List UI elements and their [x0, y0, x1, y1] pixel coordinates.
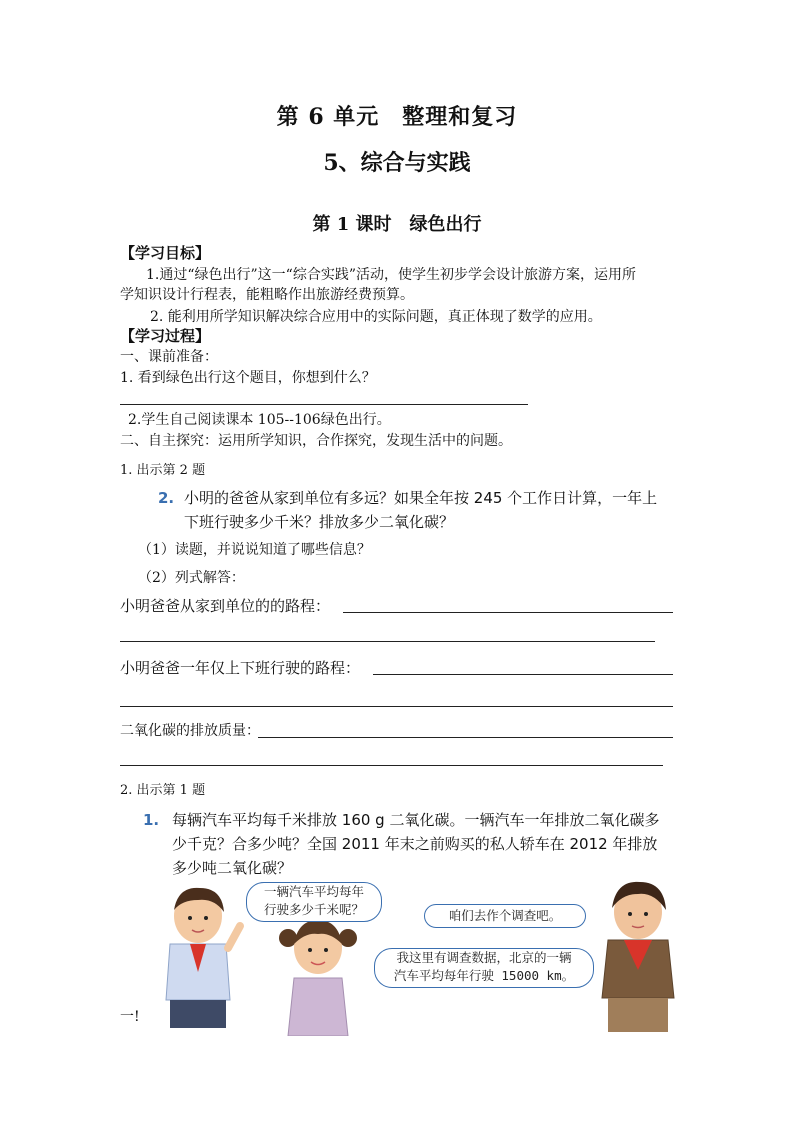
task-2-line-1: 小明的爸爸从家到单位有多远？如果全年按 245 个工作日计算，一年上 — [184, 489, 658, 507]
prep-question-1: 1. 看到绿色出行这个题目，你想到什么？ — [120, 370, 376, 386]
sub-title: 5、综合与实践 — [323, 150, 471, 176]
answer-line[interactable] — [120, 641, 655, 642]
lesson-title: 第 1 课时 绿色出行 — [312, 214, 482, 235]
girl-figure — [268, 912, 368, 1036]
prep-question-2: 2.学生自己阅读课本 105--106绿色出行。 — [128, 412, 391, 428]
goals-heading: 【学习目标】 — [120, 244, 211, 262]
boy-left-figure — [148, 882, 248, 1032]
goal-1-line-2: 学知识设计行程表，能粗略作出旅游经费预算。 — [120, 287, 414, 303]
goal-1-line-1: 1.通过“绿色出行”这一“综合实践”活动，使学生初步学会设计旅游方案，运用所 — [146, 267, 636, 283]
answer-2-label: 小明爸爸一年仅上下班行驶的路程： — [120, 659, 361, 677]
speech-bubble-boy-right — [424, 904, 586, 928]
speech-bubble-boy-left — [246, 882, 382, 922]
goal-2: 2. 能利用所学知识解决综合应用中的实际问题，真正体现了数学的应用。 — [150, 309, 602, 325]
answer-line[interactable] — [373, 674, 673, 675]
answer-line[interactable] — [120, 765, 663, 766]
process-heading: 【学习过程】 — [120, 327, 211, 345]
illustration — [140, 876, 700, 1036]
answer-1-label: 小明爸爸从家到单位的的路程： — [120, 597, 331, 615]
explore-heading: 二、自主探究：运用所学知识，合作探究，发现生活中的问题。 — [120, 433, 512, 449]
task-2-number: 2. — [158, 489, 175, 507]
task-1-number: 1. — [143, 811, 160, 829]
answer-line[interactable] — [343, 612, 673, 613]
answer-3-label: 二氧化碳的排放质量： — [120, 723, 260, 739]
bubble-text: 咱们去作个调查吧。 — [448, 908, 562, 923]
answer-line — [120, 404, 528, 405]
task-1-line-3: 多少吨二氧化碳？ — [172, 859, 293, 877]
bubble-text: 行驶多少千米呢？ — [263, 902, 364, 917]
task-1-label: 2. 出示第 1 题 — [120, 783, 206, 798]
bubble-text: 我这里有调查数据，北京的一辆 — [396, 950, 572, 965]
unit-title: 第 6 单元 整理和复习 — [276, 104, 518, 130]
step-1: （1）读题，并说说知道了哪些信息？ — [138, 542, 371, 558]
answer-line[interactable] — [258, 737, 673, 738]
boy-right-figure — [588, 878, 698, 1034]
answer-line[interactable] — [120, 706, 673, 707]
task-1-line-2: 少千克？合多少吨？全国 2011 年末之前购买的私人轿车在 2012 年排放 — [172, 835, 658, 853]
speech-bubble-girl — [374, 948, 594, 988]
prep-heading: 一、课前准备： — [120, 349, 218, 365]
task-1-line-1: 每辆汽车平均每千米排放 160 g 二氧化碳。一辆汽车一年排放二氧化碳多 — [172, 811, 660, 829]
task-2-label: 1. 出示第 2 题 — [120, 463, 206, 478]
bubble-text: 一辆汽车平均每年 — [263, 884, 364, 899]
step-2: （2）列式解答： — [138, 570, 245, 586]
bubble-text: 汽车平均每年行驶 15000 km。 — [393, 968, 575, 983]
task-2-line-2: 下班行驶多少千米？排放多少二氧化碳？ — [184, 513, 455, 531]
footer-mark: 一! — [120, 1009, 140, 1025]
